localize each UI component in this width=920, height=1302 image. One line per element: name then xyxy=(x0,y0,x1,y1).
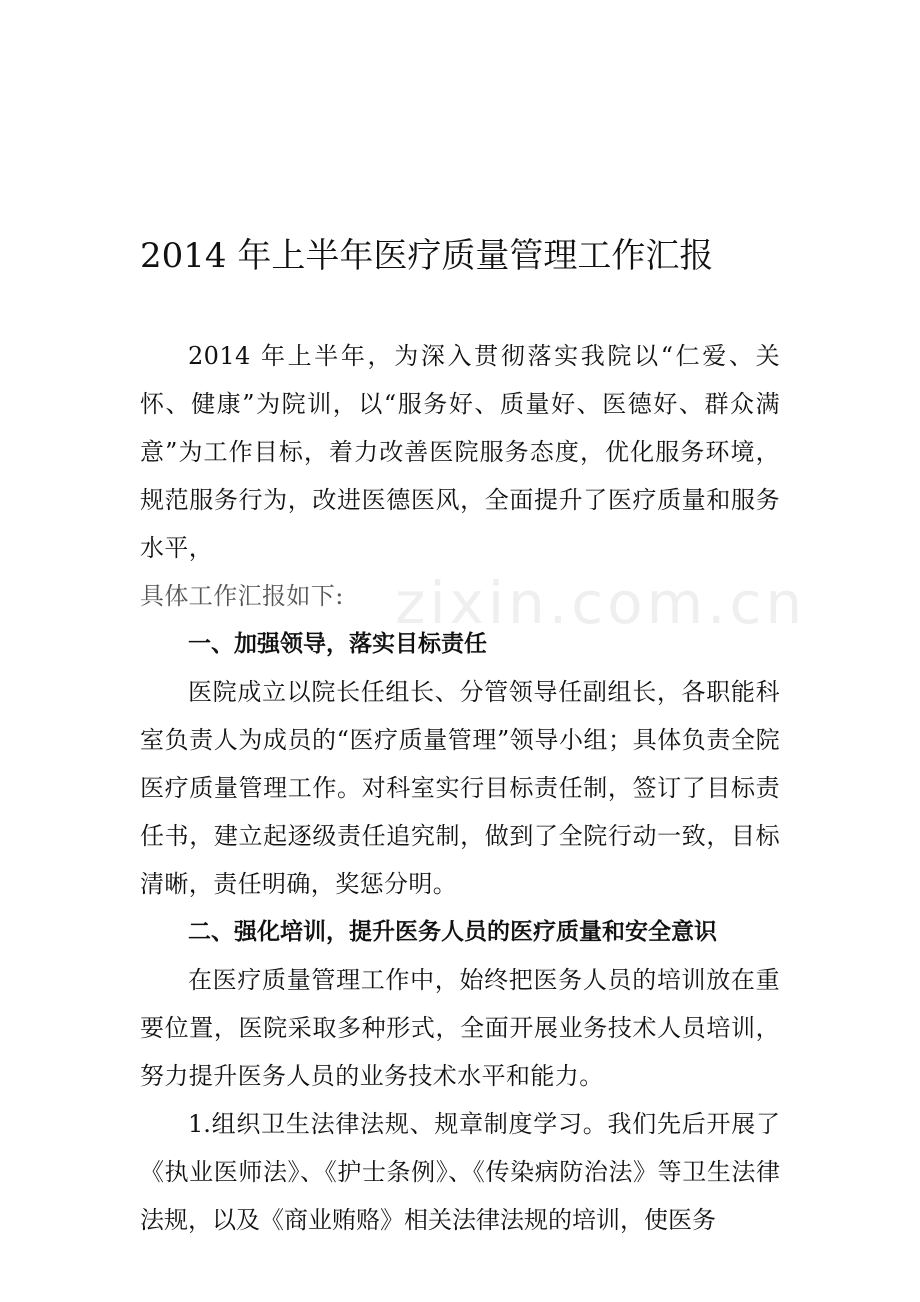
section-2-paragraph-2: 1.组织卫生法律法规、规章制度学习。我们先后开展了《执业医师法》、《护士条例》、《传染病防治法》等卫生法律法规，以及《商业贿赂》相关法律法规的培训，使医务 xyxy=(140,1110,780,1234)
section-heading-2: 二、强化培训，提升医务人员的医疗质量和安全意识 xyxy=(188,919,717,945)
section-heading-1: 一、加强领导，落实目标责任 xyxy=(188,631,487,657)
intro-paragraph: 2014 年上半年，为深入贯彻落实我院以“仁爱、关怀、健康”为院训，以“服务好、质量好、医德好、群众满意”为工作目标，着力改善医院服务态度，优化服务环境，规范服务行为，改进医德医风，全面提升了医疗质量和服务水平， xyxy=(140,342,780,562)
watermark: zixin.com.cn xyxy=(395,569,807,637)
document-body xyxy=(140,332,780,1244)
section-1-paragraph-1: 医院成立以院长任组长、分管领导任副组长，各职能科室负责人为成员的“医疗质量管理”领导小组；具体负责全院医疗质量管理工作。对科室实行目标责任制，签订了目标责任书，建立起逐级责任追究制，做到了全院行动一致，目标清晰，责任明确，奖惩分明。 xyxy=(140,678,780,898)
intro-tail: 具体工作汇报如下: xyxy=(140,582,344,610)
section-2-paragraph-1: 在医疗质量管理工作中，始终把医务人员的培训放在重要位置，医院采取多种形式，全面开展业务技术人员培训，努力提升医务人员的业务技术水平和能力。 xyxy=(140,966,780,1090)
document-title: 2014 年上半年医疗质量管理工作汇报 xyxy=(140,236,714,276)
